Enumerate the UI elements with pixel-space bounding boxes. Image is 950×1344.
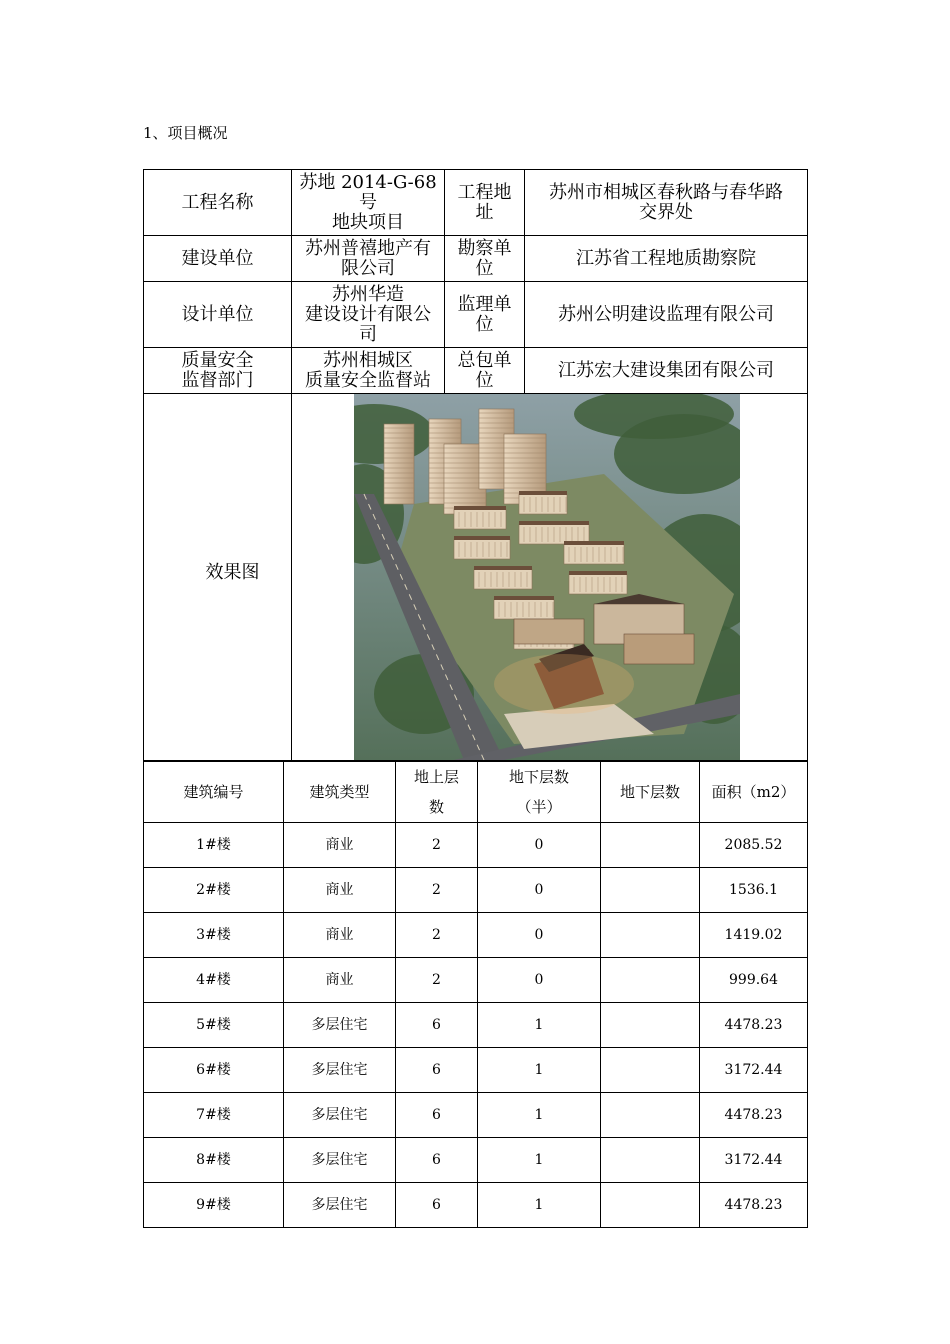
info-value: 苏州市相城区春秋路与春华路 交界处	[525, 170, 808, 236]
table-cell: 8#楼	[144, 1138, 284, 1183]
table-cell: 4478.23	[700, 1183, 808, 1228]
table-cell: 商业	[284, 913, 396, 958]
table-row	[144, 1048, 808, 1093]
table-cell: 6#楼	[144, 1048, 284, 1093]
table-cell: 商业	[284, 823, 396, 868]
table-row	[144, 868, 808, 913]
table-cell: 3#楼	[144, 913, 284, 958]
render-row	[144, 394, 808, 761]
table-cell: 6	[396, 1003, 478, 1048]
table-cell	[601, 868, 700, 913]
info-label: 勘察单 位	[445, 236, 525, 282]
table-cell: 2#楼	[144, 868, 284, 913]
table-cell	[601, 1048, 700, 1093]
column-header: 地下层数 （半）	[478, 762, 601, 823]
table-row	[144, 1003, 808, 1048]
table-cell: 6	[396, 1138, 478, 1183]
table-row	[144, 823, 808, 868]
table-cell: 多层住宅	[284, 1183, 396, 1228]
render-label: 效果图	[144, 394, 292, 761]
table-cell: 4478.23	[700, 1003, 808, 1048]
table-cell	[601, 913, 700, 958]
building-table-header	[144, 762, 808, 823]
render-cell	[292, 394, 808, 761]
table-cell: 9#楼	[144, 1183, 284, 1228]
table-cell: 3172.44	[700, 1138, 808, 1183]
table-cell: 6	[396, 1183, 478, 1228]
table-cell: 1419.02	[700, 913, 808, 958]
column-header: 地下层数	[601, 762, 700, 823]
table-cell: 1	[478, 1093, 601, 1138]
table-cell: 0	[478, 958, 601, 1003]
table-cell: 999.64	[700, 958, 808, 1003]
table-cell: 0	[478, 868, 601, 913]
table-cell: 商业	[284, 958, 396, 1003]
table-cell: 多层住宅	[284, 1138, 396, 1183]
table-cell: 商业	[284, 868, 396, 913]
info-row	[144, 170, 808, 236]
table-cell	[601, 1003, 700, 1048]
table-cell	[601, 958, 700, 1003]
info-label: 设计单位	[144, 282, 292, 348]
table-cell: 2	[396, 868, 478, 913]
column-header: 面积（m2）	[700, 762, 808, 823]
section-heading: 1、项目概况	[143, 124, 228, 142]
info-label: 工程地 址	[445, 170, 525, 236]
table-cell: 2085.52	[700, 823, 808, 868]
info-value: 江苏宏大建设集团有限公司	[525, 348, 808, 394]
table-cell	[601, 1138, 700, 1183]
info-label: 建设单位	[144, 236, 292, 282]
table-cell: 6	[396, 1093, 478, 1138]
table-cell: 4478.23	[700, 1093, 808, 1138]
table-cell: 1#楼	[144, 823, 284, 868]
info-value: 苏州相城区 质量安全监督站	[292, 348, 445, 394]
column-header: 建筑类型	[284, 762, 396, 823]
table-row	[144, 1093, 808, 1138]
table-row	[144, 913, 808, 958]
info-row	[144, 348, 808, 394]
info-value: 江苏省工程地质勘察院	[525, 236, 808, 282]
table-cell: 多层住宅	[284, 1003, 396, 1048]
info-value: 苏州普禧地产有 限公司	[292, 236, 445, 282]
table-cell: 0	[478, 823, 601, 868]
info-row	[144, 282, 808, 348]
table-cell: 0	[478, 913, 601, 958]
table-cell: 1	[478, 1003, 601, 1048]
info-label: 监理单 位	[445, 282, 525, 348]
info-value: 苏州公明建设监理有限公司	[525, 282, 808, 348]
column-header: 地上层 数	[396, 762, 478, 823]
table-cell: 多层住宅	[284, 1048, 396, 1093]
table-cell: 1	[478, 1183, 601, 1228]
table-cell: 多层住宅	[284, 1093, 396, 1138]
table-cell: 1	[478, 1138, 601, 1183]
table-cell: 2	[396, 913, 478, 958]
table-row	[144, 958, 808, 1003]
info-label: 质量安全 监督部门	[144, 348, 292, 394]
table-cell: 4#楼	[144, 958, 284, 1003]
table-cell: 1	[478, 1048, 601, 1093]
table-cell: 3172.44	[700, 1048, 808, 1093]
architectural-render-image	[354, 394, 740, 760]
table-cell: 5#楼	[144, 1003, 284, 1048]
info-value: 苏州华造 建设设计有限公 司	[292, 282, 445, 348]
project-info-table	[143, 169, 808, 761]
info-label: 工程名称	[144, 170, 292, 236]
info-row	[144, 236, 808, 282]
table-cell: 1536.1	[700, 868, 808, 913]
table-cell	[601, 823, 700, 868]
table-row	[144, 1183, 808, 1228]
column-header: 建筑编号	[144, 762, 284, 823]
table-cell: 2	[396, 958, 478, 1003]
table-cell: 2	[396, 823, 478, 868]
table-cell	[601, 1093, 700, 1138]
table-cell: 6	[396, 1048, 478, 1093]
table-cell: 7#楼	[144, 1093, 284, 1138]
info-label: 总包单 位	[445, 348, 525, 394]
building-table	[143, 761, 808, 1228]
table-row	[144, 1138, 808, 1183]
table-cell	[601, 1183, 700, 1228]
info-value: 苏地 2014-G-68 号 地块项目	[292, 170, 445, 236]
